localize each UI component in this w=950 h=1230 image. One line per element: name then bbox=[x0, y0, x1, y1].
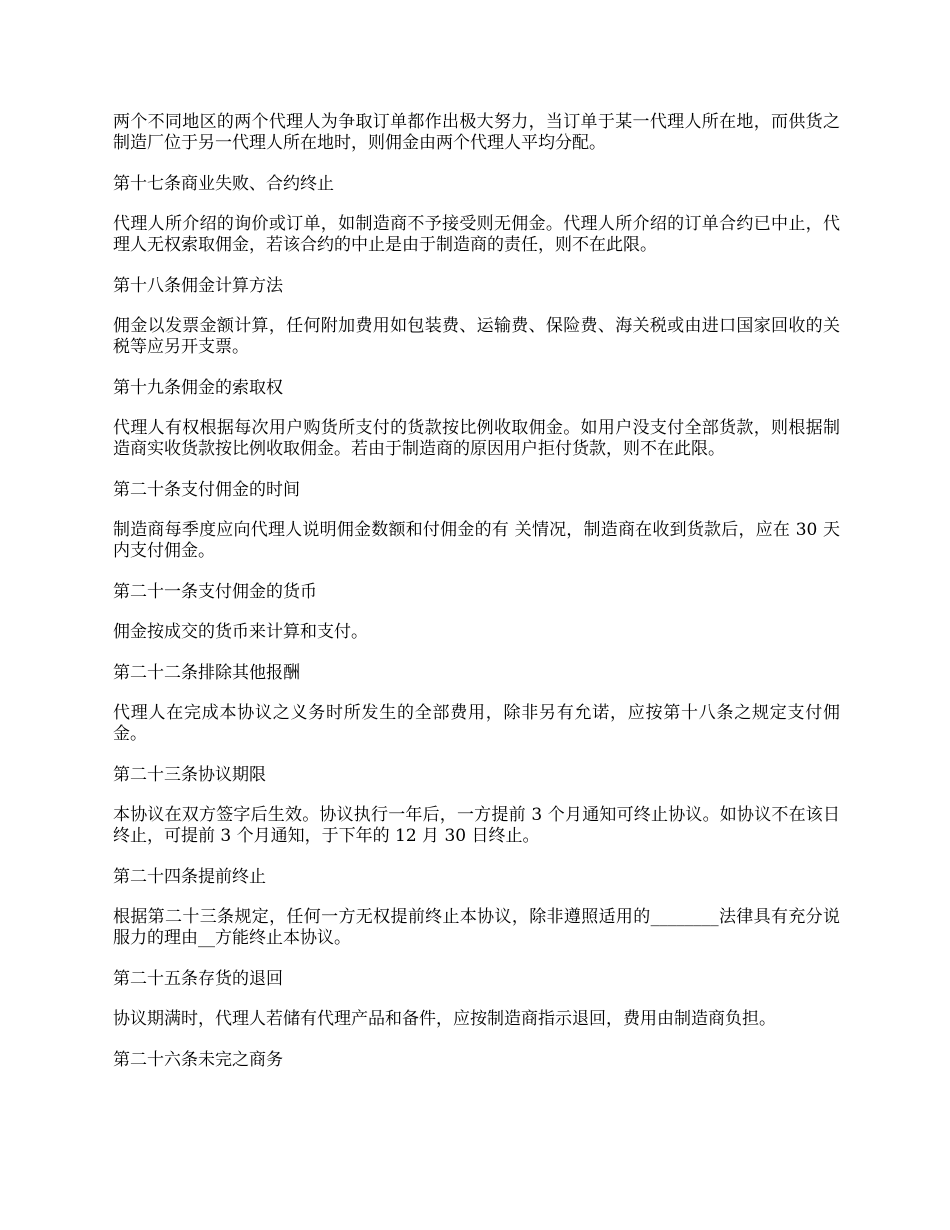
article-21-body: 佣金按成交的货币来计算和支付。 bbox=[113, 622, 368, 642]
article-20-heading: 第二十条支付佣金的时间 bbox=[113, 479, 300, 500]
article-25-body: 协议期满时，代理人若储有代理产品和备件，应按制造商指示退回，费用由制造商负担。 bbox=[113, 1009, 776, 1029]
article-19-heading: 第十九条佣金的索取权 bbox=[113, 377, 283, 398]
article-23-body: 本协议在双方签字后生效。协议执行一年后，一方提前 3 个月通知可终止协议。如协议不在该日终止，可提前 3 个月通知，于下年的 12 月 30 日终止。 bbox=[113, 805, 840, 846]
article-17-heading: 第十七条商业失败、合约终止 bbox=[113, 173, 334, 194]
article-25-heading: 第二十五条存货的退回 bbox=[113, 968, 283, 989]
article-26-heading: 第二十六条未完之商务 bbox=[113, 1049, 283, 1070]
article-18-body: 佣金以发票金额计算，任何附加费用如包装费、运输费、保险费、海关税或由进口国家回收的关税等应另开支票。 bbox=[113, 316, 840, 357]
article-21-heading: 第二十一条支付佣金的货币 bbox=[113, 581, 317, 602]
article-22-body: 代理人在完成本协议之义务时所发生的全部费用，除非另有允诺，应按第十八条之规定支付佣金。 bbox=[113, 703, 840, 744]
document-page bbox=[113, 112, 840, 1090]
paragraph-split-commission: 两个不同地区的两个代理人为争取订单都作出极大努力，当订单于某一代理人所在地，而供货之制造厂位于另一代理人所在地时，则佣金由两个代理人平均分配。 bbox=[113, 112, 840, 153]
article-17-body: 代理人所介绍的询价或订单，如制造商不予接受则无佣金。代理人所介绍的订单合约已中止，代理人无权索取佣金，若该合约的中止是由于制造商的责任，则不在此限。 bbox=[113, 214, 840, 255]
article-24-body: 根据第二十三条规定，任何一方无权提前终止本协议，除非遵照适用的________法律具有充分说服力的理由__方能终止本协议。 bbox=[113, 907, 840, 948]
article-23-heading: 第二十三条协议期限 bbox=[113, 764, 266, 785]
article-19-body: 代理人有权根据每次用户购货所支付的货款按比例收取佣金。如用户没支付全部货款，则根据制造商实收货款按比例收取佣金。若由于制造商的原因用户拒付货款，则不在此限。 bbox=[113, 418, 840, 459]
article-24-heading: 第二十四条提前终止 bbox=[113, 866, 266, 887]
article-22-heading: 第二十二条排除其他报酬 bbox=[113, 662, 300, 683]
article-20-body: 制造商每季度应向代理人说明佣金数额和付佣金的有 关情况，制造商在收到货款后，应在 30 天内支付佣金。 bbox=[113, 520, 840, 561]
article-18-heading: 第十八条佣金计算方法 bbox=[113, 275, 283, 296]
